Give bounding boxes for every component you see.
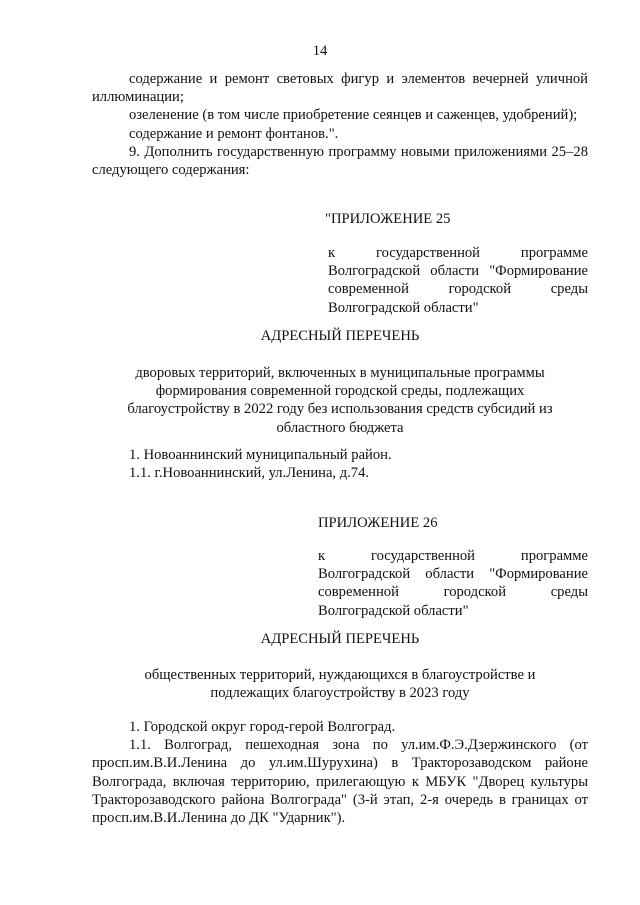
intro-paragraph-1: содержание и ремонт световых фигур и элементов вечерней уличной иллюминации;: [92, 71, 588, 106]
intro-paragraph-4: 9. Дополнить государственную программу новыми приложениями 25–28 следующего содержания:: [92, 143, 588, 179]
address-list-1-item-1: 1. Новоаннинский муниципальный район.: [129, 447, 392, 463]
address-list-1-items: [129, 446, 589, 482]
intro-section: [92, 70, 588, 179]
address-list-1-subtitle: дворовых территорий, включенных в муниципальные программы формирования современной городской среды, подлежащих благоустройству в 2022 году без использования средств субсидий из областного бюджета: [127, 365, 553, 436]
appendix-25-note: [328, 244, 588, 317]
intro-paragraph-2: озеленение (в том числе приобретение сеянцев и саженцев, удобрений);: [129, 107, 578, 124]
page-number: 14: [312, 43, 328, 59]
appendix-26-note-line1: к государственной программе: [318, 548, 588, 564]
address-list-1-heading: АДРЕСНЫЙ ПЕРЕЧЕНЬ: [260, 328, 420, 344]
address-list-2-subtitle: общественных территорий, нуждающихся в благоустройстве и подлежащих благоустройству в 2023 году: [144, 667, 536, 702]
appendix-26-note: [318, 547, 588, 620]
appendix-25-note-rest: Волгоградской области "Формирование современной городской среды Волгоградской области": [328, 263, 588, 316]
address-list-1-item-1-1: 1.1. г.Новоаннинский, ул.Ленина, д.74.: [129, 465, 370, 482]
appendix-26-note-rest: Волгоградской области "Формирование современной городской среды Волгоградской области": [318, 566, 588, 619]
appendix-25-title: "ПРИЛОЖЕНИЕ 25: [325, 211, 451, 227]
appendix-25-note-line1: к государственной программе: [328, 245, 588, 261]
intro-paragraph-3: содержание и ремонт фонтанов.".: [129, 125, 339, 142]
address-list-2-item-1-1: 1.1. Волгоград, пешеходная зона по ул.им.Ф.Э.Дзержинского (от просп.им.В.И.Ленина до ул.им.Шурухина) в Тракторозаводском районе Волгограда, включая территорию, прилегающую к МБУК "Дворец культуры Тракторозаводского района Волгограда" (3-й этап, 2-я очередь в границах от просп.им.В.И.Ленина до ДК "Ударник").: [92, 737, 588, 827]
address-list-2-heading: АДРЕСНЫЙ ПЕРЕЧЕНЬ: [260, 631, 420, 647]
appendix-26-title: ПРИЛОЖЕНИЕ 26: [318, 515, 438, 531]
address-list-2-item-1: 1. Городской округ город-герой Волгоград.: [129, 719, 396, 735]
address-list-2-items: [92, 718, 588, 827]
